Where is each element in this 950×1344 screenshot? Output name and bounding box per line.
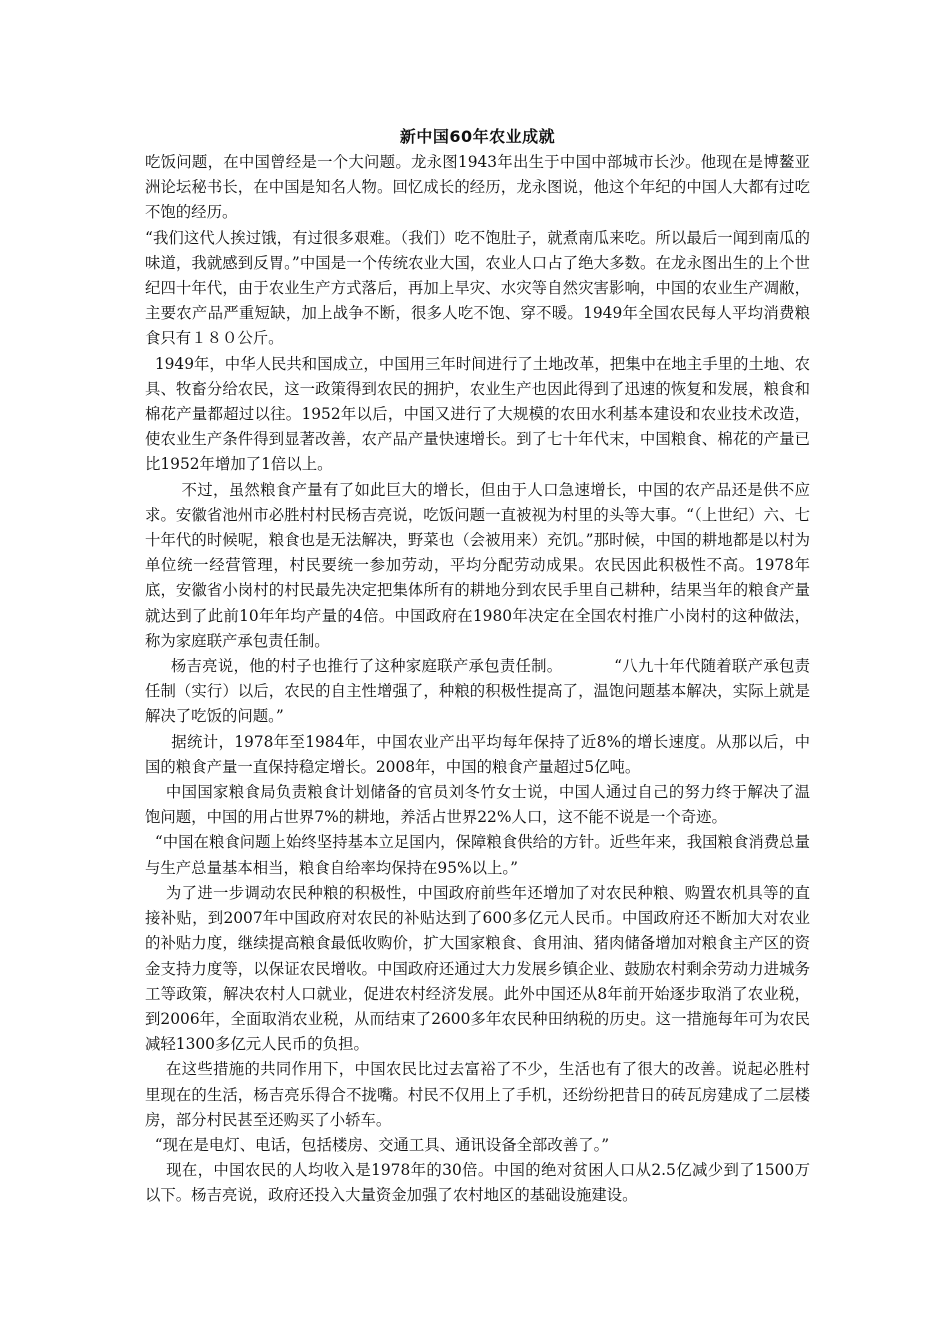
paragraph: 1949年，中华人民共和国成立，中国用三年时间进行了土地改革，把集中在地主手里的土地、农具、牧畜分给农民，这一政策得到农民的拥护，农业生产也因此得到了迅速的恢复和发展，粮食和棉花产量都超过以往。1952年以后，中国又进行了大规模的农田水利基本建设和农业技术改造，使农业生产条件得到显著改善，农产品产量快速增长。到了七十年代末，中国粮食、棉花的产量已比1952年增加了1倍以上。 bbox=[145, 354, 810, 474]
document-title: 新中国60年农业成就 bbox=[399, 127, 556, 146]
document-page bbox=[145, 124, 810, 1209]
paragraph: “我们这代人挨过饿，有过很多艰难。（我们）吃不饱肚子，就煮南瓜来吃。所以最后一闻到南瓜的味道，我就感到反胃。”中国是一个传统农业大国，农业人口占了绝大多数。在龙永图出生的上个世纪四十年代，由于农业生产方式落后，再加上旱灾、水灾等自然灾害影响，中国的农业生产凋敝，主要农产品严重短缺，加上战争不断，很多人吃不饱、穿不暖。1949年全国农民每人平均消费粮食只有１８０公斤。 bbox=[145, 228, 810, 348]
paragraph: “现在是电灯、电话，包括楼房、交通工具、通讯设备全部改善了。” bbox=[145, 1135, 610, 1154]
paragraph: 吃饭问题，在中国曾经是一个大问题。龙永图1943年出生于中国中部城市长沙。他现在是博鳌亚洲论坛秘书长，在中国是知名人物。回忆成长的经历，龙永图说，他这个年纪的中国人大都有过吃不饱的经历。 bbox=[145, 153, 810, 222]
paragraph: 杨吉亮说，他的村子也推行了这种家庭联产承包责任制。 “八九十年代随着联产承包责任制（实行）以后，农民的自主性增强了，种粮的积极性提高了，温饱问题基本解决，实际上就是解决了吃饭的问题。” bbox=[145, 657, 810, 726]
paragraph: “中国在粮食问题上始终坚持基本立足国内，保障粮食供给的方针。近些年来，我国粮食消费总量与生产总量基本相当，粮食自给率均保持在95%以上。” bbox=[145, 833, 810, 877]
paragraph: 为了进一步调动农民种粮的积极性，中国政府前些年还增加了对农民种粮、购置农机具等的直接补贴，到2007年中国政府对农民的补贴达到了600多亿元人民币。中国政府还不断加大对农业的补贴力度，继续提高粮食最低收购价，扩大国家粮食、食用油、猪肉储备增加对粮食主产区的资金支持力度等，以保证农民增收。中国政府还通过大力发展乡镇企业、鼓励农村剩余劳动力进城务工等政策，解决农村人口就业，促进农村经济发展。此外中国还从8年前开始逐步取消了农业税，到2006年，全面取消农业税，从而结束了2600多年农民种田纳税的历史。这一措施每年可为农民减轻1300多亿元人民币的负担。 bbox=[145, 883, 810, 1054]
paragraph: 在这些措施的共同作用下，中国农民比过去富裕了不少，生活也有了很大的改善。说起必胜村里现在的生活，杨吉亮乐得合不拢嘴。村民不仅用上了手机，还纷纷把昔日的砖瓦房建成了二层楼房，部分村民甚至还购买了小轿车。 bbox=[145, 1060, 810, 1129]
paragraph: 不过，虽然粮食产量有了如此巨大的增长，但由于人口急速增长，中国的农产品还是供不应求。安徽省池州市必胜村村民杨吉亮说，吃饭问题一直被视为村里的头等大事。“（上世纪）六、七十年代的时候呢，粮食也是无法解决，野菜也（会被用来）充饥。”那时候，中国的耕地都是以村为单位统一经营管理，村民要统一参加劳动，平均分配劳动成果。农民因此积极性不高。1978年底，安徽省小岗村的村民最先决定把集体所有的耕地分到农民手里自己耕种，结果当年的粮食产量就达到了此前10年年均产量的4倍。中国政府在1980年决定在全国农村推广小岗村的这种做法，称为家庭联产承包责任制。 bbox=[145, 480, 810, 650]
paragraph: 现在，中国农民的人均收入是1978年的30倍。中国的绝对贫困人口从2.5亿减少到了1500万以下。杨吉亮说，政府还投入大量资金加强了农村地区的基础设施建设。 bbox=[145, 1161, 810, 1205]
paragraph: 中国国家粮食局负责粮食计划储备的官员刘冬竹女士说，中国人通过自己的努力终于解决了温饱问题，中国的用占世界7%的耕地，养活占世界22%人口，这不能不说是一个奇迹。 bbox=[145, 783, 810, 827]
paragraph: 据统计，1978年至1984年，中国农业产出平均每年保持了近8%的增长速度。从那以后，中国的粮食产量一直保持稳定增长。2008年，中国的粮食产量超过5亿吨。 bbox=[145, 732, 810, 776]
